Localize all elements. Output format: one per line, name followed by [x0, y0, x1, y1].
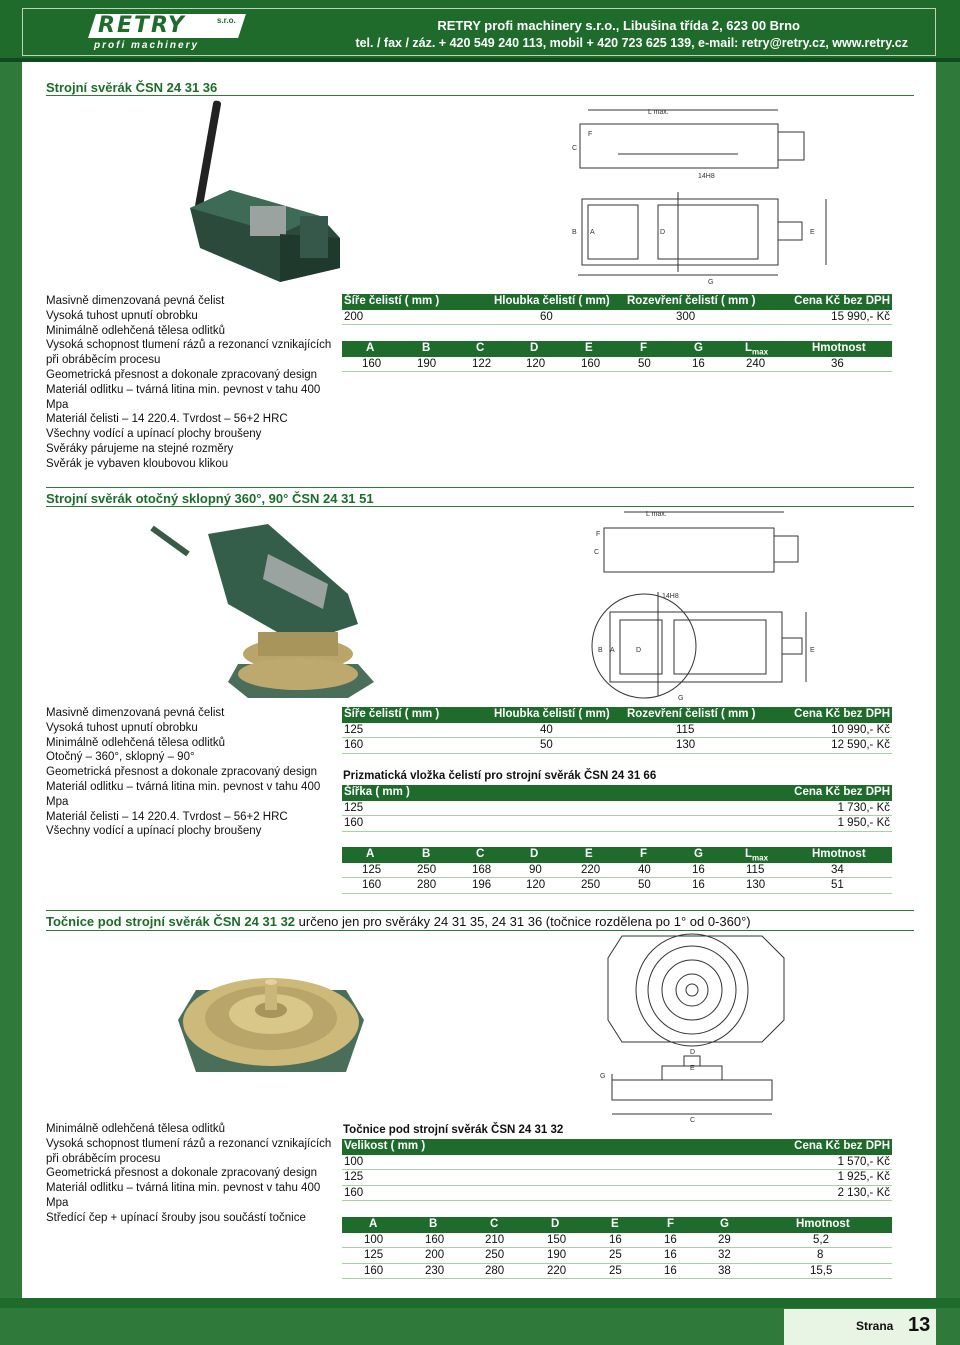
feature-item: Svěráky párujeme na stejné rozměry — [46, 442, 234, 455]
logo-text: RETRY — [98, 13, 186, 38]
table-header-row: Šíře čelistí ( mm ) Hloubka čelistí ( mm) Rozevření čelistí ( mm ) Cena Kč bez DPH — [342, 294, 892, 310]
table-row: 160 190 122 120 160 50 16 240 36 — [342, 357, 892, 373]
section1-features — [46, 294, 332, 472]
table-row: 100 1 570,- Kč — [342, 1155, 892, 1171]
section3-top-rule — [46, 910, 914, 911]
feature-item: Geometrická přesnost a dokonale zpracovaný design — [46, 368, 318, 381]
table-row: 125 250 168 90 220 40 16 115 34 — [342, 863, 892, 879]
table-row: 160 280 196 120 250 50 16 130 51 — [342, 878, 892, 894]
section1-price-table — [342, 294, 892, 325]
right-border — [936, 0, 960, 1345]
section1-title: Strojní svěrák ČSN 24 31 36 — [46, 80, 218, 95]
svg-text:B: B — [598, 647, 603, 654]
company-logo — [92, 14, 262, 52]
feature-item: Mpa — [46, 795, 69, 808]
table-row: 125 1 730,- Kč — [342, 801, 892, 817]
feature-item: Vysoká schopnost tlumení rázů a rezonancí vznikajících — [46, 339, 332, 352]
svg-text:A: A — [610, 647, 615, 654]
table-header-row: A B C D E F G $L_{max}$ Hmotnost — [342, 847, 892, 863]
table-header-row: A B C D E F G $L_{max}$ Hmotnost — [342, 341, 892, 357]
section2-price-table — [342, 707, 892, 754]
svg-text:C: C — [690, 1117, 696, 1124]
table-caption: Prizmatická vložka čelistí pro strojní svěrák ČSN 24 31 66 — [343, 770, 657, 782]
company-address: RETRY profi machinery s.r.o., Libušina třída 2, 623 00 Brno — [437, 18, 800, 33]
feature-item: Vysoká tuhost upnutí obrobku — [46, 721, 198, 734]
company-contact: tel. / fax / záz. + 420 549 240 113, mobil + 420 723 625 139, e-mail: retry@retry.cz, www.retry.cz — [355, 36, 908, 50]
feature-item: Geometrická přesnost a dokonale zpracovaný design — [46, 1167, 318, 1180]
table-header-row: Velikost ( mm ) Cena Kč bez DPH — [342, 1139, 892, 1155]
feature-item: Vysoká tuhost upnutí obrobku — [46, 309, 198, 322]
table-row: 100 160 210 150 16 16 29 5,2 — [342, 1233, 892, 1249]
logo-subtitle: profi machinery — [94, 40, 200, 51]
feature-item: Masivně dimenzovaná pevná čelist — [46, 707, 225, 719]
section2-title: Strojní svěrák otočný sklopný 360°, 90° ČSN 24 31 51 — [46, 491, 374, 506]
logo-sro: s.r.o. — [217, 16, 236, 25]
feature-item: Materiál odlitku – tvárná litina min. pevnost v tahu 400 — [46, 383, 321, 396]
table-header-row: Šíře čelistí ( mm ) Hloubka čelistí ( mm) Rozevření čelistí ( mm ) Cena Kč bez DPH — [342, 707, 892, 723]
section2-features — [46, 706, 320, 839]
feature-item: Mpa — [46, 1196, 69, 1209]
feature-item: Materiál čelisti – 14 220.4. Tvrdost – 56+2 HRC — [46, 413, 288, 426]
svg-text:B: B — [572, 229, 577, 236]
feature-item: Mpa — [46, 398, 69, 411]
table-row: 125 1 925,- Kč — [342, 1170, 892, 1186]
svg-text:14H8: 14H8 — [662, 593, 679, 600]
table-header-row: Šířka ( mm ) Cena Kč bez DPH — [342, 785, 892, 801]
section2-dim-table — [342, 847, 892, 894]
feature-item: Minimálně odlehčená tělesa odlitků — [46, 736, 225, 749]
table-row: 160 2 130,- Kč — [342, 1186, 892, 1202]
feature-item: Masivně dimenzovaná pevná čelist — [46, 295, 225, 307]
feature-item: Svěrák je vybaven kloubovou klikou — [46, 457, 229, 470]
feature-item: Všechny vodící a upínací plochy broušeny — [46, 428, 262, 441]
left-border — [0, 0, 22, 1345]
table-caption: Točnice pod strojní svěrák ČSN 24 31 32 — [343, 1124, 564, 1136]
table-row: 160 50 130 12 590,- Kč — [342, 738, 892, 754]
feature-item: Otočný – 360°, sklopný – 90° — [46, 751, 195, 764]
section3-dim-table — [342, 1217, 892, 1279]
vise-photo-1 — [170, 98, 350, 288]
feature-item: Materiál odlitku – tvárná litina min. pevnost v tahu 400 — [46, 1182, 321, 1195]
section3-title: Točnice pod strojní svěrák ČSN 24 31 32 určeno jen pro svěráky 24 31 35, 24 31 36 (točnice rozdělena po 1° od 0-360°) — [46, 914, 751, 929]
svg-text:E: E — [690, 1065, 695, 1072]
svg-text:G: G — [600, 1073, 606, 1080]
vise-photo-2 — [148, 514, 376, 700]
svg-text:14H8: 14H8 — [698, 173, 715, 180]
turntable-photo — [176, 960, 366, 1080]
section2-top-rule — [46, 487, 914, 488]
section3-price-table — [342, 1123, 892, 1201]
svg-text:F: F — [596, 531, 601, 538]
section2-insert-table — [342, 769, 892, 832]
section1-rule — [46, 95, 914, 96]
feature-item: Všechny vodící a upínací plochy broušeny — [46, 825, 262, 838]
svg-text:D: D — [636, 647, 642, 654]
feature-item: Vysoká schopnost tlumení rázů a rezonancí vznikajících — [46, 1137, 332, 1150]
table-header-row: A B C D E F G Hmotnost — [342, 1217, 892, 1233]
feature-item: při obráběcím procesu — [46, 354, 161, 367]
vise-drawing-1 — [568, 104, 836, 286]
svg-text:G: G — [708, 279, 714, 286]
section1-dim-table — [342, 341, 892, 372]
turntable-drawing — [592, 930, 806, 1126]
feature-item: Materiál odlitku – tvárná litina min. pevnost v tahu 400 — [46, 780, 321, 793]
svg-text:E: E — [810, 229, 815, 236]
svg-text:A: A — [590, 229, 595, 236]
svg-text:F: F — [588, 131, 593, 138]
page-label: Strana — [856, 1319, 894, 1333]
feature-item: při obráběcím procesu — [46, 1152, 161, 1165]
svg-text:G: G — [678, 695, 684, 702]
svg-text:C: C — [594, 549, 600, 556]
svg-text:D: D — [660, 229, 666, 236]
svg-text:C: C — [572, 145, 578, 152]
svg-text:E: E — [810, 647, 815, 654]
feature-item: Geometrická přesnost a dokonale zpracovaný design — [46, 766, 318, 779]
footer-bar — [0, 1298, 960, 1308]
table-row: 200 60 300 15 990,- Kč — [342, 310, 892, 326]
svg-text:L max.: L max. — [646, 511, 667, 518]
feature-item: Materiál čelisti – 14 220.4. Tvrdost – 56+2 HRC — [46, 810, 288, 823]
svg-text:L max.: L max. — [648, 109, 669, 116]
feature-item: Minimálně odlehčená tělesa odlitků — [46, 324, 225, 337]
table-row: 160 1 950,- Kč — [342, 816, 892, 832]
page-number: 13 — [908, 1314, 931, 1336]
table-row: 125 200 250 190 25 16 32 8 — [342, 1248, 892, 1264]
feature-item: Středící čep + upínací šrouby jsou součástí točnice — [46, 1211, 306, 1224]
vise-drawing-2 — [584, 506, 840, 702]
table-row: 160 230 280 220 25 16 38 15,5 — [342, 1264, 892, 1280]
page-header — [0, 0, 960, 62]
table-row: 125 40 115 10 990,- Kč — [342, 723, 892, 739]
svg-text:D: D — [690, 1049, 696, 1056]
feature-item: Minimálně odlehčená tělesa odlitků — [46, 1123, 225, 1135]
section3-features — [46, 1122, 332, 1226]
